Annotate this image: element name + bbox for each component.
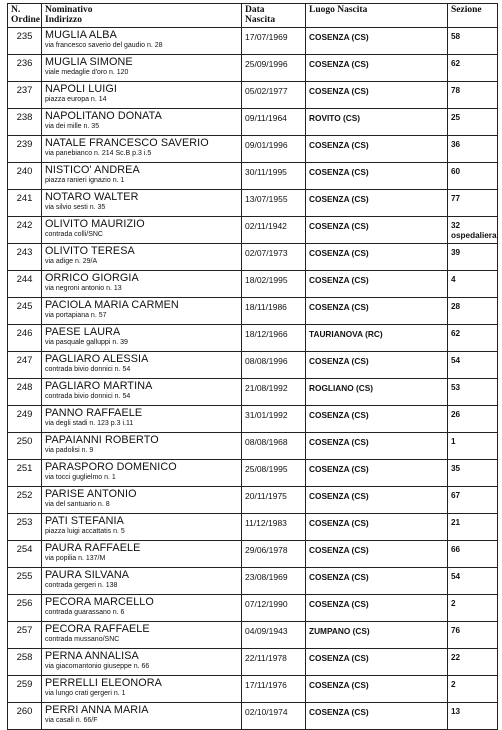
birth-place: COSENZA (CS)	[306, 676, 448, 703]
table-row	[8, 487, 498, 514]
name-address-cell	[42, 460, 242, 487]
birth-place: TAURIANOVA (RC)	[306, 325, 448, 352]
person-name: PARISE ANTONIO	[45, 488, 137, 500]
birth-date: 21/08/1992	[242, 379, 306, 406]
order-number: 250	[8, 433, 42, 460]
table-row	[8, 28, 498, 55]
table-row	[8, 82, 498, 109]
person-address: via del santuario n. 8	[45, 501, 110, 508]
polling-section: 1	[448, 433, 498, 460]
table-header-row	[8, 4, 498, 28]
person-name: PACIOLA MARIA CARMEN	[45, 299, 179, 311]
header-birth-place: Luogo Nascita	[306, 4, 448, 28]
birth-date: 30/11/1995	[242, 163, 306, 190]
polling-section: 67	[448, 487, 498, 514]
person-name: MUGLIA ALBA	[45, 29, 117, 41]
header-birth-date: Data Nascita	[242, 4, 306, 28]
person-address: via lungo crati gergeri n. 1	[45, 690, 126, 697]
order-number: 257	[8, 622, 42, 649]
person-name: PAESE LAURA	[45, 326, 121, 338]
person-address: via degli stadi n. 123 p.3 i.11	[45, 420, 134, 427]
polling-section: 60	[448, 163, 498, 190]
polling-section: 35	[448, 460, 498, 487]
birth-date: 18/02/1995	[242, 271, 306, 298]
table-row	[8, 109, 498, 136]
person-name: NAPOLI LUIGI	[45, 83, 118, 95]
table-row	[8, 55, 498, 82]
name-address-cell	[42, 541, 242, 568]
header-name-address: Nominativo Indirizzo	[42, 4, 242, 28]
polling-section: 39	[448, 244, 498, 271]
polling-section: 58	[448, 28, 498, 55]
name-address-cell	[42, 109, 242, 136]
person-address: piazza europa n. 14	[45, 96, 107, 103]
person-address: via giacomantonio giuseppe n. 66	[45, 663, 150, 670]
order-number: 237	[8, 82, 42, 109]
person-name: PARASPORO DOMENICO	[45, 461, 177, 473]
birth-date: 05/02/1977	[242, 82, 306, 109]
name-address-cell	[42, 379, 242, 406]
person-address: via panebianco n. 214 Sc.B p.3 i.5	[45, 150, 152, 157]
birth-place: COSENZA (CS)	[306, 514, 448, 541]
order-number: 235	[8, 28, 42, 55]
order-number: 255	[8, 568, 42, 595]
person-address: contrada colli/SNC	[45, 231, 103, 238]
table-row	[8, 298, 498, 325]
order-number: 252	[8, 487, 42, 514]
registry-table	[7, 3, 498, 730]
person-address: via portapiana n. 57	[45, 312, 107, 319]
birth-date: 08/08/1968	[242, 433, 306, 460]
order-number: 242	[8, 217, 42, 244]
person-address: via padolisi n. 9	[45, 447, 94, 454]
order-number: 259	[8, 676, 42, 703]
name-address-cell	[42, 595, 242, 622]
birth-place: COSENZA (CS)	[306, 649, 448, 676]
name-address-cell	[42, 649, 242, 676]
order-number: 256	[8, 595, 42, 622]
polling-section: 62	[448, 325, 498, 352]
birth-date: 20/11/1975	[242, 487, 306, 514]
birth-date: 18/12/1966	[242, 325, 306, 352]
order-number: 238	[8, 109, 42, 136]
birth-place: ROGLIANO (CS)	[306, 379, 448, 406]
person-address: viale medaglie d'oro n. 120	[45, 69, 129, 76]
birth-date: 22/11/1978	[242, 649, 306, 676]
person-name: PERNA ANNALISA	[45, 650, 139, 662]
polling-section: 26	[448, 406, 498, 433]
table-row	[8, 460, 498, 487]
person-address: via popilia n. 137/M	[45, 555, 106, 562]
birth-date: 25/09/1996	[242, 55, 306, 82]
polling-section: 62	[448, 55, 498, 82]
person-address: piazza luigi accattatis n. 5	[45, 528, 125, 535]
birth-place: ZUMPANO (CS)	[306, 622, 448, 649]
birth-place: COSENZA (CS)	[306, 406, 448, 433]
birth-place: COSENZA (CS)	[306, 298, 448, 325]
person-name: NISTICO' ANDREA	[45, 164, 140, 176]
table-body	[8, 28, 498, 730]
birth-place: COSENZA (CS)	[306, 568, 448, 595]
birth-date: 29/06/1978	[242, 541, 306, 568]
polling-section: 78	[448, 82, 498, 109]
person-address: contrada gergeri n. 138	[45, 582, 118, 589]
name-address-cell	[42, 136, 242, 163]
polling-section: 2	[448, 595, 498, 622]
person-address: via adige n. 29/A	[45, 258, 98, 265]
birth-date: 08/08/1996	[242, 352, 306, 379]
name-address-cell	[42, 487, 242, 514]
birth-date: 31/01/1992	[242, 406, 306, 433]
person-address: contrada mussano/SNC	[45, 636, 120, 643]
birth-date: 25/08/1995	[242, 460, 306, 487]
polling-section: 25	[448, 109, 498, 136]
name-address-cell	[42, 433, 242, 460]
birth-place: ROVITO (CS)	[306, 109, 448, 136]
birth-place: COSENZA (CS)	[306, 217, 448, 244]
birth-date: 13/07/1955	[242, 190, 306, 217]
person-name: NOTARO WALTER	[45, 191, 139, 203]
name-address-cell	[42, 244, 242, 271]
person-address: contrada bivio donnici n. 54	[45, 393, 131, 400]
birth-place: COSENZA (CS)	[306, 352, 448, 379]
name-address-cell	[42, 406, 242, 433]
name-address-cell	[42, 568, 242, 595]
person-name: OLIVITO MAURIZIO	[45, 218, 145, 230]
header-order-number: N. Ordine	[8, 4, 42, 28]
birth-place: COSENZA (CS)	[306, 541, 448, 568]
name-address-cell	[42, 55, 242, 82]
person-name: MUGLIA SIMONE	[45, 56, 133, 68]
table-row	[8, 622, 498, 649]
polling-section: 66	[448, 541, 498, 568]
table-row	[8, 703, 498, 730]
order-number: 254	[8, 541, 42, 568]
birth-place: COSENZA (CS)	[306, 28, 448, 55]
person-address: via dei mille n. 35	[45, 123, 100, 130]
order-number: 239	[8, 136, 42, 163]
birth-place: COSENZA (CS)	[306, 136, 448, 163]
person-name: PATI STEFANIA	[45, 515, 124, 527]
name-address-cell	[42, 703, 242, 730]
person-name: PERRI ANNA MARIA	[45, 704, 149, 716]
birth-date: 09/11/1964	[242, 109, 306, 136]
birth-date: 17/11/1976	[242, 676, 306, 703]
birth-place: COSENZA (CS)	[306, 190, 448, 217]
table-row	[8, 649, 498, 676]
birth-date: 18/11/1986	[242, 298, 306, 325]
table-row	[8, 568, 498, 595]
person-name: PERRELLI ELEONORA	[45, 677, 162, 689]
name-address-cell	[42, 514, 242, 541]
person-name: PAURA RAFFAELE	[45, 542, 141, 554]
polling-section: 36	[448, 136, 498, 163]
order-number: 245	[8, 298, 42, 325]
birth-place: COSENZA (CS)	[306, 487, 448, 514]
person-address: via tocci guglielmo n. 1	[45, 474, 116, 481]
table-row	[8, 136, 498, 163]
polling-section: 77	[448, 190, 498, 217]
name-address-cell	[42, 163, 242, 190]
order-number: 244	[8, 271, 42, 298]
name-address-cell	[42, 190, 242, 217]
polling-section: 54	[448, 568, 498, 595]
person-address: via casali n. 66/F	[45, 717, 98, 724]
person-name: PECORA RAFFAELE	[45, 623, 150, 635]
birth-place: COSENZA (CS)	[306, 244, 448, 271]
polling-section: 22	[448, 649, 498, 676]
birth-place: COSENZA (CS)	[306, 55, 448, 82]
birth-date: 02/07/1973	[242, 244, 306, 271]
birth-date: 17/07/1969	[242, 28, 306, 55]
order-number: 249	[8, 406, 42, 433]
header-section: Sezione	[448, 4, 498, 28]
name-address-cell	[42, 271, 242, 298]
polling-section: 13	[448, 703, 498, 730]
person-name: NATALE FRANCESCO SAVERIO	[45, 137, 209, 149]
order-number: 251	[8, 460, 42, 487]
person-name: NAPOLITANO DONATA	[45, 110, 162, 122]
person-name: PAGLIARO MARTINA	[45, 380, 153, 392]
birth-place: COSENZA (CS)	[306, 82, 448, 109]
birth-place: COSENZA (CS)	[306, 271, 448, 298]
person-name: OLIVITO TERESA	[45, 245, 135, 257]
person-address: piazza ranieri ignazio n. 1	[45, 177, 125, 184]
person-name: PAURA SILVANA	[45, 569, 130, 581]
birth-place: COSENZA (CS)	[306, 163, 448, 190]
person-name: ORRICO GIORGIA	[45, 272, 139, 284]
person-name: PAGLIARO ALESSIA	[45, 353, 149, 365]
registry-sheet	[7, 3, 497, 730]
order-number: 246	[8, 325, 42, 352]
order-number: 258	[8, 649, 42, 676]
table-row	[8, 541, 498, 568]
order-number: 247	[8, 352, 42, 379]
person-address: via negroni antonio n. 13	[45, 285, 122, 292]
name-address-cell	[42, 298, 242, 325]
person-address: via francesco saverio del gaudio n. 28	[45, 42, 163, 49]
table-row	[8, 379, 498, 406]
table-row	[8, 352, 498, 379]
polling-section: 2	[448, 676, 498, 703]
polling-section: 4	[448, 271, 498, 298]
order-number: 253	[8, 514, 42, 541]
table-row	[8, 433, 498, 460]
person-name: PANNO RAFFAELE	[45, 407, 143, 419]
polling-section: 76	[448, 622, 498, 649]
table-row	[8, 190, 498, 217]
birth-place: COSENZA (CS)	[306, 703, 448, 730]
birth-date: 07/12/1990	[242, 595, 306, 622]
table-row	[8, 271, 498, 298]
polling-section: 54	[448, 352, 498, 379]
birth-place: COSENZA (CS)	[306, 433, 448, 460]
polling-section: 28	[448, 298, 498, 325]
birth-date: 04/09/1943	[242, 622, 306, 649]
birth-date: 02/10/1974	[242, 703, 306, 730]
order-number: 248	[8, 379, 42, 406]
name-address-cell	[42, 352, 242, 379]
order-number: 243	[8, 244, 42, 271]
order-number: 260	[8, 703, 42, 730]
polling-section: 32 ospedaliera	[448, 217, 498, 244]
person-address: contrada bivio donnici n. 54	[45, 366, 131, 373]
person-address: contrada guarassano n. 6	[45, 609, 125, 616]
name-address-cell	[42, 622, 242, 649]
polling-section: 21	[448, 514, 498, 541]
order-number: 241	[8, 190, 42, 217]
name-address-cell	[42, 82, 242, 109]
birth-date: 02/11/1942	[242, 217, 306, 244]
name-address-cell	[42, 28, 242, 55]
table-row	[8, 217, 498, 244]
order-number: 236	[8, 55, 42, 82]
polling-section: 53	[448, 379, 498, 406]
person-name: PECORA MARCELLO	[45, 596, 154, 608]
birth-date: 09/01/1996	[242, 136, 306, 163]
birth-date: 11/12/1983	[242, 514, 306, 541]
birth-place: COSENZA (CS)	[306, 460, 448, 487]
birth-place: COSENZA (CS)	[306, 595, 448, 622]
order-number: 240	[8, 163, 42, 190]
table-row	[8, 406, 498, 433]
table-row	[8, 163, 498, 190]
birth-date: 23/08/1969	[242, 568, 306, 595]
name-address-cell	[42, 217, 242, 244]
table-row	[8, 676, 498, 703]
person-name: PAPAIANNI ROBERTO	[45, 434, 159, 446]
table-row	[8, 325, 498, 352]
table-row	[8, 514, 498, 541]
name-address-cell	[42, 325, 242, 352]
person-address: via pasquale galluppi n. 39	[45, 339, 128, 346]
table-row	[8, 595, 498, 622]
table-row	[8, 244, 498, 271]
person-address: via silvio sesti n. 35	[45, 204, 106, 211]
name-address-cell	[42, 676, 242, 703]
